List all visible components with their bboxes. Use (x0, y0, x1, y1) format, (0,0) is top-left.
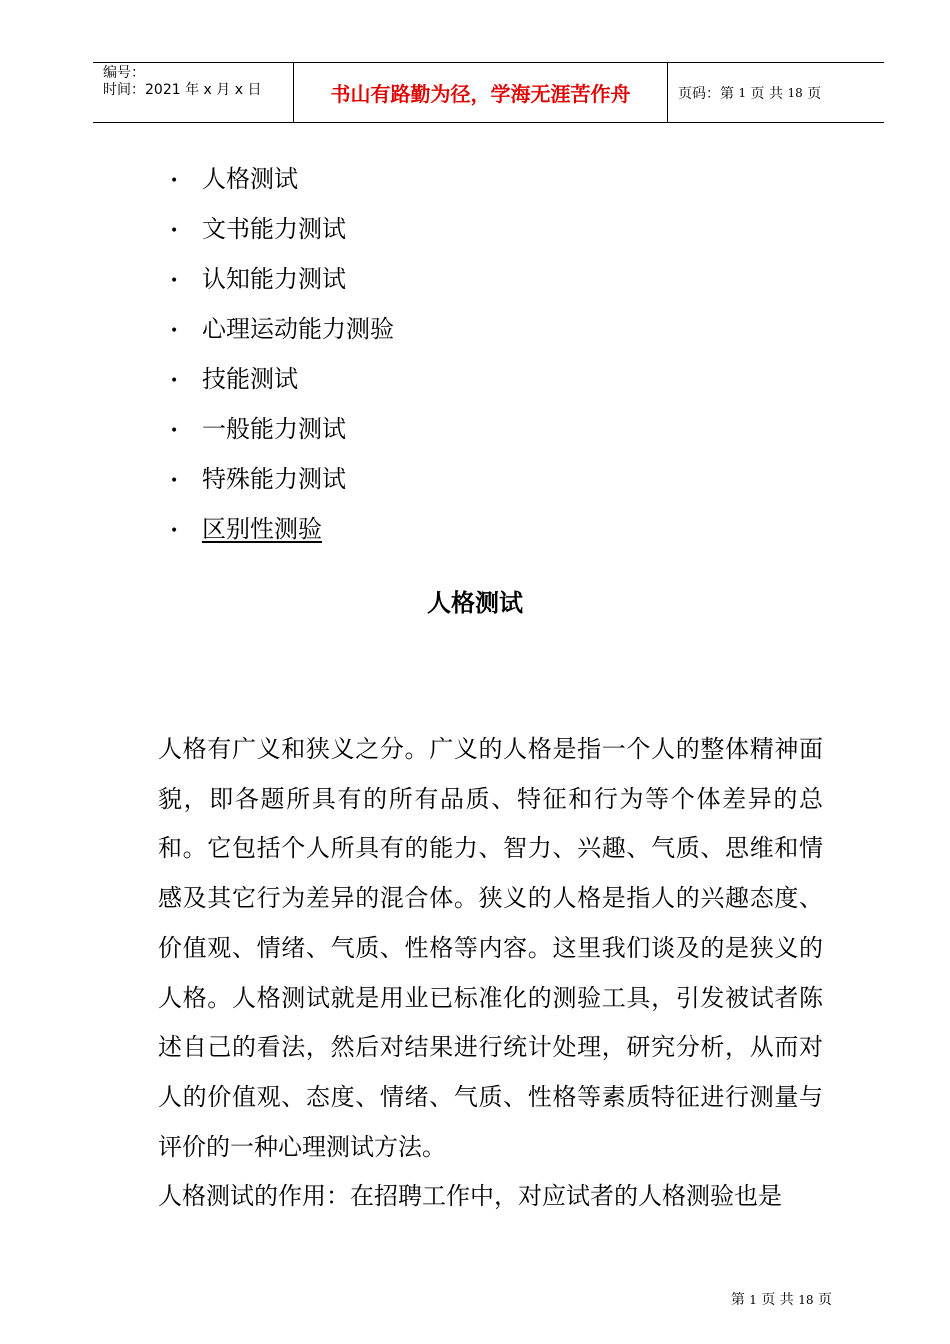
header-page-indicator (668, 63, 884, 122)
footer-mid: 页 共 (761, 1292, 794, 1308)
bullet-icon: • (170, 372, 179, 389)
time-prefix: 时间： (103, 82, 145, 98)
toc-item-label: 人格测试 (202, 165, 298, 193)
header-meta-cell (93, 63, 294, 122)
time-year-unit: 年 (185, 82, 200, 98)
toc-item (170, 408, 394, 458)
page-header (93, 62, 884, 123)
footer-page-number: 1 (749, 1293, 757, 1307)
toc-item (170, 508, 394, 558)
toc-item-label: 技能测试 (202, 365, 298, 393)
header-page-total: 18 (787, 85, 803, 100)
toc-item-label: 认知能力测试 (202, 265, 346, 293)
toc-list (170, 158, 394, 558)
toc-item (170, 458, 394, 508)
toc-item (170, 258, 394, 308)
footer-prefix: 第 (730, 1292, 745, 1308)
bullet-icon: • (170, 472, 179, 489)
header-page-mid: 页 共 (750, 85, 783, 102)
toc-item (170, 158, 394, 208)
toc-item (170, 208, 394, 258)
header-page-suffix: 页 (807, 85, 822, 102)
footer-suffix: 页 (818, 1292, 832, 1308)
toc-item (170, 308, 394, 358)
header-page-number: 1 (738, 85, 747, 100)
toc-item-label: 特殊能力测试 (202, 465, 346, 493)
toc-item-label: 心理运动能力测验 (202, 315, 394, 343)
time-month: x (203, 82, 212, 98)
serial-label: 编号： (103, 65, 145, 81)
body-paragraph: 人格有广义和狭义之分。广义的人格是指一个人的整体精神面貌，即各题所具有的所有品质、特征和行为等个体差异的总和。它包括个人所具有的能力、智力、兴趣、气质、思维和情感及其它行为差异的混合体。狭义的人格是指人的兴趣态度、价值观、情绪、气质、性格等内容。这里我们谈及的是狭义的人格。人格测试就是用业已标准化的测验工具，引发被试者陈述自己的看法，然后对结果进行统计处理，研究分析，从而对人的价值观、态度、情绪、气质、性格等素质特征进行测量与评价的一种心理测试方法。 (158, 735, 823, 1161)
time-month-unit: 月 (216, 82, 231, 98)
header-page-prefix: 页码：第 (678, 85, 734, 102)
bullet-icon: • (170, 422, 179, 439)
toc-item-label: 文书能力测试 (202, 215, 346, 243)
page-footer (731, 1289, 832, 1309)
bullet-icon: • (170, 322, 179, 339)
footer-page-total: 18 (798, 1293, 814, 1307)
section-title: 人格测试 (427, 588, 523, 617)
body-paragraph-continued: 人格测试的作用：在招聘工作中，对应试者的人格测验也是 (158, 1182, 782, 1210)
header-motto: 书山有路勤为径，学海无涯苦作舟 (294, 63, 668, 122)
time-day-unit: 日 (247, 82, 262, 98)
time-line (103, 82, 293, 99)
bullet-icon: • (170, 272, 179, 289)
bullet-icon: • (170, 172, 179, 189)
time-year: 2021 (145, 82, 181, 98)
bullet-icon: • (170, 222, 179, 239)
time-day: x (234, 82, 244, 98)
bullet-icon: • (170, 522, 179, 539)
toc-link-differential-test[interactable]: 区别性测验 (202, 515, 322, 543)
toc-item (170, 358, 394, 408)
toc-item-label: 一般能力测试 (202, 415, 346, 443)
